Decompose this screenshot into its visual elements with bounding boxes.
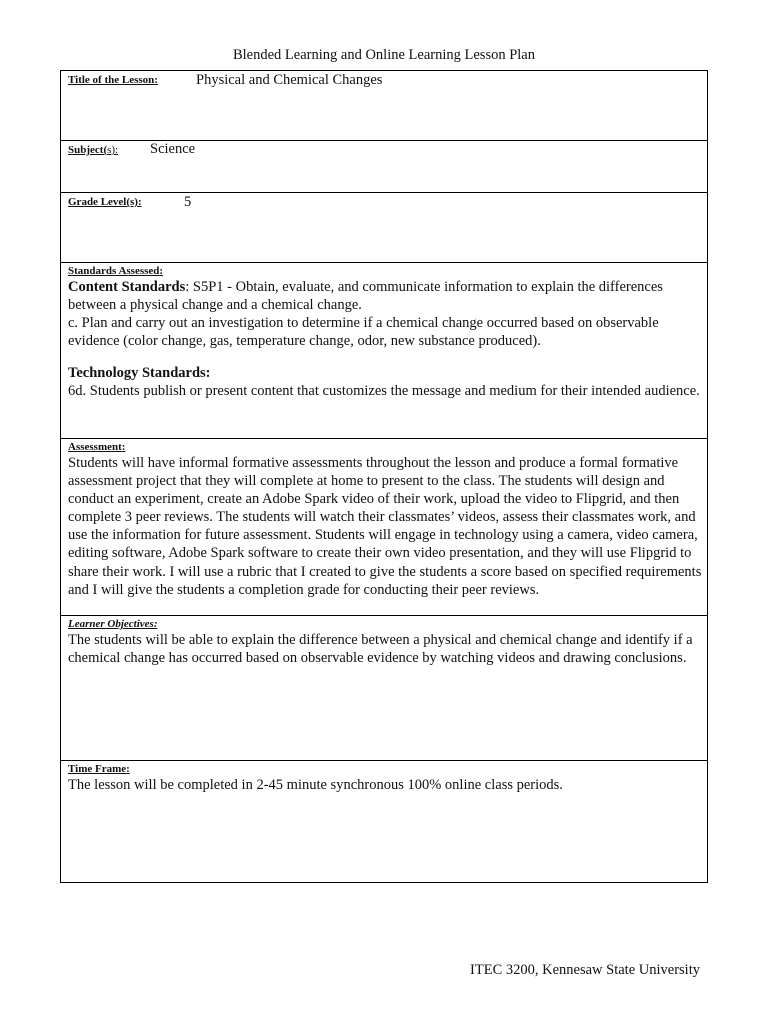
standards-label: Standards Assessed: xyxy=(68,265,164,277)
time-frame-text: The lesson will be completed in 2-45 minute synchronous 100% online class periods. xyxy=(68,777,563,793)
learner-objectives-label: Learner Objectives: xyxy=(68,618,158,630)
time-frame-label: Time Frame: xyxy=(68,763,130,775)
grade-level-row xyxy=(61,193,707,263)
content-standard-c: c. Plan and carry out an investigation to determine if a chemical change occurred based on observable evidence (color change, gas, temperature change, odor, new substance produced). xyxy=(68,315,659,350)
subject-row xyxy=(61,141,707,193)
assessment-text: Students will have informal formative assessments throughout the lesson and produce a formal formative assessment project that they will complete at home to present to the class. The students will design and conduct an experiment, create an Adobe Spark video of their work, upload the video to Flipgrid, and then complete 3 peer reviews. The students will watch their classmates’ videos, assess their classmates work, and use the information for future assessment. Students will engage in technology using a camera, video camera, editing software, Adobe Spark software to create their own video presentation, and they will use Flipgrid to share their work. I will use a rubric that I created to give the students a score based on specified requirements and I will give the students a completion grade for conducting their peer reviews. xyxy=(68,455,702,598)
content-standards-label: Content Standards xyxy=(68,279,186,295)
lesson-plan-table xyxy=(60,70,708,883)
learner-objectives-text: The students will be able to explain the difference between a physical and chemical change and identify if a chemical change has occurred based on observable evidence by watching videos and drawing conclusions. xyxy=(68,632,693,667)
lesson-title-label: Title of the Lesson: xyxy=(68,74,158,86)
technology-standards-text: 6d. Students publish or present content that customizes the message and medium for their intended audience. xyxy=(68,383,700,400)
document-title: Blended Learning and Online Learning Lesson Plan xyxy=(232,47,535,63)
assessment-label: Assessment: xyxy=(68,441,126,453)
subject-value: Science xyxy=(150,141,196,157)
technology-standards-label: Technology Standards: xyxy=(68,365,211,382)
assessment-row xyxy=(61,439,707,616)
content-standards-text: Content Standards: S5P1 - Obtain, evaluate, and communicate information to explain the differences between a physical change and a chemical change. xyxy=(68,279,663,314)
grade-level-value: 5 xyxy=(184,194,192,210)
grade-level-label: Grade Level(s): xyxy=(68,196,142,208)
lesson-title-row xyxy=(61,71,707,141)
standards-row xyxy=(61,263,707,439)
subject-label: Subject(s): xyxy=(68,144,119,156)
time-frame-row xyxy=(61,761,707,882)
lesson-title-value: Physical and Chemical Changes xyxy=(196,72,383,88)
learner-objectives-row xyxy=(61,616,707,761)
footer-text: ITEC 3200, Kennesaw State University xyxy=(470,962,700,978)
